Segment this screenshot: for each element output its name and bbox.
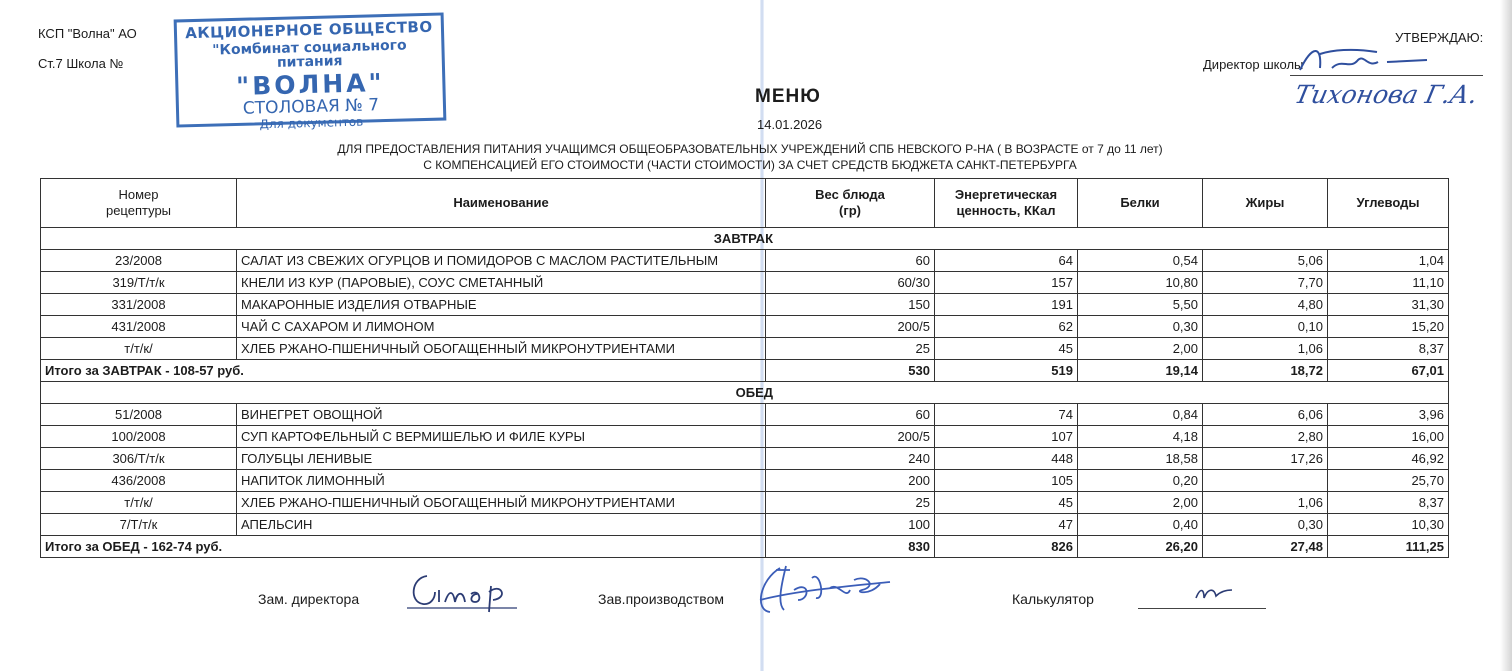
cell-fat: 5,06	[1203, 250, 1328, 272]
table-row	[41, 250, 1449, 272]
table-row	[41, 448, 1449, 470]
col-weight-line1: Вес блюда	[815, 187, 885, 202]
menu-table	[40, 178, 1449, 558]
table-row	[41, 338, 1449, 360]
cell-fat: 7,70	[1203, 272, 1328, 294]
total-carbs: 111,25	[1328, 536, 1449, 558]
cell-name: АПЕЛЬСИН	[237, 514, 766, 536]
calculator-signature	[1190, 582, 1240, 604]
cell-recipe: т/т/к/	[41, 338, 237, 360]
stamp-line-5: Для документов	[259, 114, 364, 132]
cell-carbs: 11,10	[1328, 272, 1449, 294]
cell-energy: 45	[935, 338, 1078, 360]
cell-weight: 100	[766, 514, 935, 536]
cell-weight: 60	[766, 404, 935, 426]
table-row	[41, 514, 1449, 536]
cell-fat: 0,30	[1203, 514, 1328, 536]
cell-weight: 150	[766, 294, 935, 316]
total-row	[41, 360, 1449, 382]
table-header-row	[41, 179, 1449, 228]
col-energy-line2: ценность, ККал	[956, 203, 1056, 218]
cell-protein: 18,58	[1078, 448, 1203, 470]
cell-carbs: 3,96	[1328, 404, 1449, 426]
cell-energy: 191	[935, 294, 1078, 316]
section-row	[41, 382, 1449, 404]
table-row	[41, 272, 1449, 294]
cell-name: КНЕЛИ ИЗ КУР (ПАРОВЫЕ), СОУС СМЕТАННЫЙ	[237, 272, 766, 294]
col-energy-line1: Энергетическая	[954, 187, 1058, 202]
school-number: Ст.7 Школа №	[38, 56, 124, 71]
cell-carbs: 46,92	[1328, 448, 1449, 470]
total-energy: 519	[935, 360, 1078, 382]
cell-weight: 240	[766, 448, 935, 470]
cell-fat: 1,06	[1203, 338, 1328, 360]
subtitle-line-1: ДЛЯ ПРЕДОСТАВЛЕНИЯ ПИТАНИЯ УЧАЩИМСЯ ОБЩЕОБРАЗОВАТЕЛЬНЫХ УЧРЕЖДЕНИЙ СПБ НЕВСКОГО Р-НА ( В ВОЗРАСТЕ от 7 до 11 лет)	[337, 142, 1163, 156]
cell-name: ЧАЙ С САХАРОМ И ЛИМОНОМ	[237, 316, 766, 338]
total-fat: 18,72	[1203, 360, 1328, 382]
cell-fat: 0,10	[1203, 316, 1328, 338]
cell-weight: 60	[766, 250, 935, 272]
cell-name: МАКАРОННЫЕ ИЗДЕЛИЯ ОТВАРНЫЕ	[237, 294, 766, 316]
cell-recipe: 23/2008	[41, 250, 237, 272]
cell-protein: 0,84	[1078, 404, 1203, 426]
cell-energy: 105	[935, 470, 1078, 492]
cell-carbs: 15,20	[1328, 316, 1449, 338]
cell-protein: 4,18	[1078, 426, 1203, 448]
cell-recipe: 51/2008	[41, 404, 237, 426]
table-row	[41, 492, 1449, 514]
cell-energy: 45	[935, 492, 1078, 514]
cell-recipe: 7/Т/т/к	[41, 514, 237, 536]
cell-carbs: 10,30	[1328, 514, 1449, 536]
total-protein: 26,20	[1078, 536, 1203, 558]
total-weight: 530	[766, 360, 935, 382]
cell-protein: 2,00	[1078, 338, 1203, 360]
page-edge	[1500, 0, 1512, 671]
calculator-signature-line	[1138, 608, 1266, 609]
cell-name: НАПИТОК ЛИМОННЫЙ	[237, 470, 766, 492]
section-row	[41, 228, 1449, 250]
cell-recipe: 306/Т/т/к	[41, 448, 237, 470]
cell-energy: 74	[935, 404, 1078, 426]
page-title: МЕНЮ	[755, 86, 821, 107]
total-carbs: 67,01	[1328, 360, 1449, 382]
stamp-line-2: "Комбинат социального питания	[212, 37, 407, 72]
cell-protein: 0,30	[1078, 316, 1203, 338]
cell-weight: 25	[766, 338, 935, 360]
cell-name: ВИНЕГРЕТ ОВОЩНОЙ	[237, 404, 766, 426]
cell-weight: 60/30	[766, 272, 935, 294]
stamp-line-1: АКЦИОНЕРНОЕ ОБЩЕСТВО	[185, 17, 433, 43]
production-signature	[750, 560, 900, 620]
col-energy-header	[935, 179, 1078, 228]
org-name: КСП "Волна" АО	[38, 26, 137, 41]
calculator-label: Калькулятор	[1012, 591, 1094, 607]
col-recipe-line2: рецептуры	[105, 203, 172, 218]
total-label: Итого за ЗАВТРАК - 108-57 руб.	[41, 360, 766, 382]
total-energy: 826	[935, 536, 1078, 558]
table-row	[41, 426, 1449, 448]
cell-protein: 10,80	[1078, 272, 1203, 294]
cell-recipe: 331/2008	[41, 294, 237, 316]
total-protein: 19,14	[1078, 360, 1203, 382]
col-carbs-header: Углеводы	[1328, 179, 1449, 228]
col-weight-header	[766, 179, 935, 228]
section-title: ЗАВТРАК	[41, 228, 1449, 250]
director-label: Директор школы	[1203, 57, 1304, 72]
cell-protein: 5,50	[1078, 294, 1203, 316]
cell-carbs: 1,04	[1328, 250, 1449, 272]
cell-recipe: 319/Т/т/к	[41, 272, 237, 294]
cell-protein: 0,54	[1078, 250, 1203, 272]
total-row	[41, 536, 1449, 558]
cell-fat	[1203, 470, 1328, 492]
cell-energy: 107	[935, 426, 1078, 448]
col-fat-header: Жиры	[1203, 179, 1328, 228]
cell-fat: 4,80	[1203, 294, 1328, 316]
cell-recipe: т/т/к/	[41, 492, 237, 514]
cell-recipe: 436/2008	[41, 470, 237, 492]
cell-carbs: 25,70	[1328, 470, 1449, 492]
cell-energy: 62	[935, 316, 1078, 338]
stamp-line-3: "ВОЛНА"	[235, 68, 385, 102]
section-title: ОБЕД	[41, 382, 1449, 404]
cell-carbs: 8,37	[1328, 492, 1449, 514]
cell-weight: 200	[766, 470, 935, 492]
cell-fat: 6,06	[1203, 404, 1328, 426]
cell-name: СУП КАРТОФЕЛЬНЫЙ С ВЕРМИШЕЛЬЮ И ФИЛЕ КУРЫ	[237, 426, 766, 448]
col-weight-line2: (гр)	[838, 203, 861, 218]
cell-carbs: 16,00	[1328, 426, 1449, 448]
total-label: Итого за ОБЕД - 162-74 руб.	[41, 536, 766, 558]
table-row	[41, 316, 1449, 338]
cell-weight: 25	[766, 492, 935, 514]
stamp-line-4: СТОЛОВАЯ № 7	[242, 95, 380, 120]
approve-label: УТВЕРЖДАЮ:	[1395, 30, 1484, 45]
cell-name: САЛАТ ИЗ СВЕЖИХ ОГУРЦОВ И ПОМИДОРОВ С МАСЛОМ РАСТИТЕЛЬНЫМ	[237, 250, 766, 272]
cell-energy: 47	[935, 514, 1078, 536]
cell-protein: 0,20	[1078, 470, 1203, 492]
cell-protein: 2,00	[1078, 492, 1203, 514]
col-name-header: Наименование	[237, 179, 766, 228]
menu-date: 14.01.2026	[757, 117, 823, 132]
col-recipe-line1: Номер	[118, 187, 159, 202]
cell-carbs: 31,30	[1328, 294, 1449, 316]
total-weight: 830	[766, 536, 935, 558]
col-recipe-header	[41, 179, 237, 228]
cell-fat: 1,06	[1203, 492, 1328, 514]
total-fat: 27,48	[1203, 536, 1328, 558]
director-name: Тихонова Г.А.	[1291, 80, 1481, 109]
subtitle-line-2: С КОМПЕНСАЦИЕЙ ЕГО СТОИМОСТИ (ЧАСТИ СТОИМОСТИ) ЗА СЧЕТ СРЕДСТВ БЮДЖЕТА САНКТ-ПЕТЕРБУРГА	[423, 158, 1077, 172]
cell-fat: 2,80	[1203, 426, 1328, 448]
organization-stamp	[174, 12, 447, 132]
table-row	[41, 470, 1449, 492]
cell-weight: 200/5	[766, 316, 935, 338]
cell-energy: 157	[935, 272, 1078, 294]
cell-weight: 200/5	[766, 426, 935, 448]
cell-name: ХЛЕБ РЖАНО-ПШЕНИЧНЫЙ ОБОГАЩЕННЫЙ МИКРОНУТРИЕНТАМИ	[237, 338, 766, 360]
cell-recipe: 100/2008	[41, 426, 237, 448]
cell-name: ГОЛУБЦЫ ЛЕНИВЫЕ	[237, 448, 766, 470]
director-signature	[1292, 40, 1442, 80]
production-head-label: Зав.производством	[598, 591, 724, 607]
cell-carbs: 8,37	[1328, 338, 1449, 360]
cell-recipe: 431/2008	[41, 316, 237, 338]
cell-energy: 64	[935, 250, 1078, 272]
cell-name: ХЛЕБ РЖАНО-ПШЕНИЧНЫЙ ОБОГАЩЕННЫЙ МИКРОНУТРИЕНТАМИ	[237, 492, 766, 514]
cell-energy: 448	[935, 448, 1078, 470]
deputy-director-label: Зам. директора	[258, 591, 360, 607]
cell-protein: 0,40	[1078, 514, 1203, 536]
table-row	[41, 294, 1449, 316]
table-row	[41, 404, 1449, 426]
col-protein-header: Белки	[1078, 179, 1203, 228]
deputy-signature	[405, 568, 520, 613]
cell-fat: 17,26	[1203, 448, 1328, 470]
